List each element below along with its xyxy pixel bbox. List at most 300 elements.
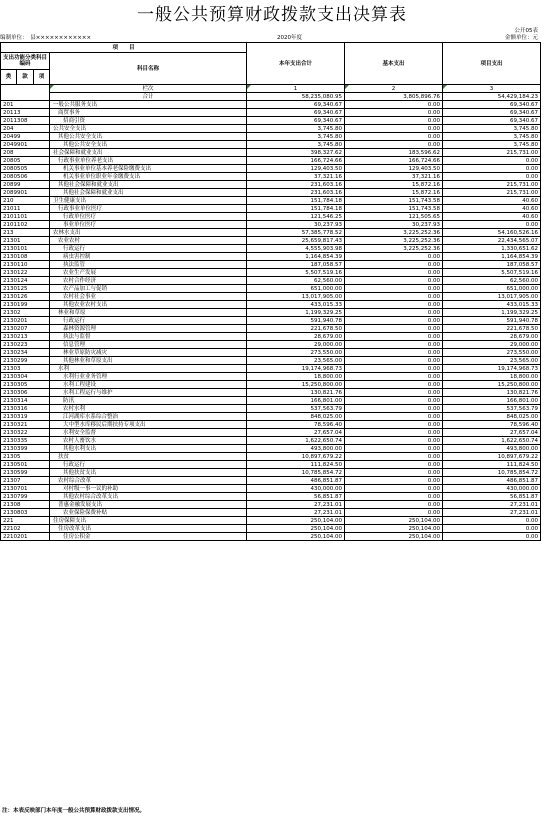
row-code: 2011308 [1, 117, 50, 125]
row-basic: 0.00 [345, 461, 443, 469]
row-code: 2130122 [1, 269, 50, 277]
table-row [1, 149, 541, 157]
row-project: 430,000.00 [443, 485, 541, 493]
row-basic: 0.00 [345, 493, 443, 501]
table-row [1, 501, 541, 509]
row-subject: 社会保障和就业支出 [50, 149, 247, 157]
row-total: 591,940.78 [247, 317, 345, 325]
row-subject: 农业生产发展 [50, 269, 247, 277]
table-row [1, 453, 541, 461]
row-subject: 其他林业和草原支出 [50, 357, 247, 365]
row-total: 848,025.00 [247, 413, 345, 421]
row-code: 20805 [1, 157, 50, 165]
row-subject: 农村合作经济 [50, 277, 247, 285]
row-code: 21301 [1, 237, 50, 245]
row-basic: 0.00 [345, 485, 443, 493]
table-row [1, 437, 541, 445]
row-total: 29,000.00 [247, 341, 345, 349]
row-total: 1,622,650.74 [247, 437, 345, 445]
row-basic: 0.00 [345, 445, 443, 453]
row-project: 215,731.00 [443, 149, 541, 157]
row-project: 27,231.01 [443, 509, 541, 517]
row-subject: 森林资源管理 [50, 325, 247, 333]
row-project: 62,560.00 [443, 277, 541, 285]
row-code: 2130299 [1, 357, 50, 365]
row-code: 2130125 [1, 285, 50, 293]
table-row [1, 421, 541, 429]
table-row [1, 381, 541, 389]
row-basic: 0.00 [345, 421, 443, 429]
row-subject: 卫生健康支出 [50, 197, 247, 205]
row-total: 130,821.76 [247, 389, 345, 397]
row-basic: 0.00 [345, 125, 443, 133]
table-row [1, 405, 541, 413]
sum-label: 合计 [50, 93, 247, 101]
row-project: 27,231.01 [443, 501, 541, 509]
row-subject: 林业和草原 [50, 309, 247, 317]
row-basic: 250,104.00 [345, 525, 443, 533]
row-code: 21308 [1, 501, 50, 509]
row-total: 69,340.67 [247, 101, 345, 109]
row-project: 215,731.00 [443, 181, 541, 189]
row-subject: 住房改革支出 [50, 525, 247, 533]
row-subject: 农林水支出 [50, 229, 247, 237]
table-row [1, 189, 541, 197]
header-kuan: 款 [17, 70, 34, 85]
row-code: 2130314 [1, 397, 50, 405]
row-subject: 其他社会保障和就业支出 [50, 181, 247, 189]
row-total: 1,164,854.39 [247, 253, 345, 261]
row-project: 537,563.79 [443, 405, 541, 413]
fiscal-year: 2020年度 [277, 35, 302, 41]
row-code: 2130316 [1, 405, 50, 413]
row-total: 430,000.00 [247, 485, 345, 493]
table-row [1, 117, 541, 125]
row-project: 0.00 [443, 221, 541, 229]
row-basic: 250,104.00 [345, 533, 443, 541]
row-code: 2130799 [1, 493, 50, 501]
table-row [1, 141, 541, 149]
row-basic: 250,104.00 [345, 517, 443, 525]
row-code: 2089901 [1, 189, 50, 197]
row-basic: 0.00 [345, 293, 443, 301]
row-total: 250,104.00 [247, 533, 345, 541]
row-project: 1,199,329.25 [443, 309, 541, 317]
header-xiang: 项 [34, 70, 50, 85]
row-subject: 江河湖库水系综合整治 [50, 413, 247, 421]
row-project: 40.60 [443, 197, 541, 205]
row-total: 69,340.67 [247, 117, 345, 125]
row-total: 28,679.00 [247, 333, 345, 341]
row-total: 27,231.01 [247, 501, 345, 509]
row-code: 2130101 [1, 245, 50, 253]
row-total: 166,724.66 [247, 157, 345, 165]
row-code: 2130803 [1, 509, 50, 517]
row-project: 0.00 [443, 525, 541, 533]
row-code: 213 [1, 229, 50, 237]
row-project: 215,731.00 [443, 189, 541, 197]
header-lei: 类 [1, 70, 17, 85]
row-project: 40.60 [443, 205, 541, 213]
table-row [1, 125, 541, 133]
row-basic: 151,743.58 [345, 197, 443, 205]
table-row [1, 237, 541, 245]
row-basic: 0.00 [345, 373, 443, 381]
row-basic: 0.00 [345, 469, 443, 477]
row-subject: 农业保险保费补贴 [50, 509, 247, 517]
table-row [1, 517, 541, 525]
col-number-3: 3 [443, 85, 541, 93]
table-row [1, 197, 541, 205]
row-total: 30,237.93 [247, 221, 345, 229]
row-project: 23,565.00 [443, 357, 541, 365]
row-basic: 15,872.16 [345, 189, 443, 197]
row-basic: 0.00 [345, 277, 443, 285]
row-project: 3,745.80 [443, 133, 541, 141]
row-project: 130,821.76 [443, 389, 541, 397]
row-basic: 0.00 [345, 405, 443, 413]
row-code: 2130501 [1, 461, 50, 469]
table-row [1, 397, 541, 405]
row-project: 69,340.67 [443, 101, 541, 109]
row-project: 591,940.78 [443, 317, 541, 325]
row-project: 15,250,800.00 [443, 381, 541, 389]
row-code: 2130207 [1, 325, 50, 333]
row-project: 18,800.00 [443, 373, 541, 381]
row-basic: 0.00 [345, 333, 443, 341]
row-basic: 0.00 [345, 453, 443, 461]
row-code: 21303 [1, 365, 50, 373]
row-total: 250,104.00 [247, 517, 345, 525]
row-total: 56,851.87 [247, 493, 345, 501]
row-total: 23,565.00 [247, 357, 345, 365]
row-subject: 其他社会保障和就业支出 [50, 189, 247, 197]
row-code: 2080506 [1, 173, 50, 181]
row-subject: 病虫害控制 [50, 253, 247, 261]
footnote: 注：本表反映部门本年度一般公共预算财政拨款支出情况。 [2, 808, 146, 814]
row-code: 204 [1, 125, 50, 133]
row-code: 210 [1, 197, 50, 205]
table-row [1, 181, 541, 189]
header-basic: 基本支出 [345, 43, 443, 85]
row-code: 208 [1, 149, 50, 157]
row-code: 20899 [1, 181, 50, 189]
form-number: 公开05表 [514, 28, 538, 34]
row-total: 151,784.18 [247, 197, 345, 205]
row-subject: 水利工程运行与维护 [50, 389, 247, 397]
row-subject: 其他水利支出 [50, 445, 247, 453]
table-row [1, 269, 541, 277]
row-code: 2130319 [1, 413, 50, 421]
table-row [1, 277, 541, 285]
row-project: 3,745.80 [443, 141, 541, 149]
table-row [1, 253, 541, 261]
row-basic: 0.00 [345, 341, 443, 349]
row-total: 486,851.87 [247, 477, 345, 485]
table-row [1, 205, 541, 213]
row-code: 2130399 [1, 445, 50, 453]
row-total: 57,385,778.52 [247, 229, 345, 237]
table-row [1, 349, 541, 357]
row-project: 13,017,905.00 [443, 293, 541, 301]
row-basic: 0.00 [345, 301, 443, 309]
row-basic: 30,237.93 [345, 221, 443, 229]
row-code: 2210201 [1, 533, 50, 541]
table-row [1, 301, 541, 309]
row-subject: 水利 [50, 365, 247, 373]
blank-cell [1, 85, 50, 101]
row-total: 1,199,329.25 [247, 309, 345, 317]
row-total: 27,657.04 [247, 429, 345, 437]
row-project: 27,657.04 [443, 429, 541, 437]
row-subject: 其他农村综合改革支出 [50, 493, 247, 501]
row-total: 273,550.00 [247, 349, 345, 357]
row-basic: 3,225,252.36 [345, 237, 443, 245]
table-row [1, 285, 541, 293]
money-unit: 金额单位：元 [504, 35, 538, 41]
row-subject: 行政运行 [50, 245, 247, 253]
row-total: 433,015.33 [247, 301, 345, 309]
table-row [1, 341, 541, 349]
row-total: 10,897,679.22 [247, 453, 345, 461]
col-number-2: 2 [345, 85, 443, 93]
row-basic: 0.00 [345, 101, 443, 109]
row-total: 10,785,854.72 [247, 469, 345, 477]
row-code: 21307 [1, 477, 50, 485]
row-subject: 招商引资 [50, 117, 247, 125]
row-basic: 0.00 [345, 261, 443, 269]
table-row [1, 533, 541, 541]
row-subject: 一般公共服务支出 [50, 101, 247, 109]
row-total: 151,784.18 [247, 205, 345, 213]
table-row [1, 365, 541, 373]
row-basic: 0.00 [345, 501, 443, 509]
row-subject: 农村水利 [50, 405, 247, 413]
row-basic: 0.00 [345, 357, 443, 365]
row-subject: 商贸事务 [50, 109, 247, 117]
table-row [1, 245, 541, 253]
row-project: 0.00 [443, 173, 541, 181]
row-basic: 0.00 [345, 349, 443, 357]
row-basic: 0.00 [345, 365, 443, 373]
row-subject: 农村综合改革 [50, 477, 247, 485]
row-basic: 166,724.66 [345, 157, 443, 165]
row-code: 2130306 [1, 389, 50, 397]
table-row [1, 309, 541, 317]
row-subject: 其他扶贫支出 [50, 469, 247, 477]
col-label: 栏次 [50, 85, 247, 93]
row-code: 201 [1, 101, 50, 109]
row-subject: 行政运行 [50, 461, 247, 469]
row-basic: 15,872.16 [345, 181, 443, 189]
row-total: 4,555,903.98 [247, 245, 345, 253]
row-total: 187,058.57 [247, 261, 345, 269]
row-basic: 0.00 [345, 389, 443, 397]
row-project: 166,801.00 [443, 397, 541, 405]
sum-total: 58,235,080.95 [247, 93, 345, 101]
row-basic: 0.00 [345, 429, 443, 437]
row-subject: 水利工程建设 [50, 381, 247, 389]
table-row [1, 445, 541, 453]
compiling-unit: 编制单位： 县×××××××××××× [0, 35, 92, 41]
row-total: 25,659,817.43 [247, 237, 345, 245]
row-basic: 0.00 [345, 141, 443, 149]
row-total: 493,800.00 [247, 445, 345, 453]
row-code: 2130223 [1, 341, 50, 349]
row-code: 21011 [1, 205, 50, 213]
row-project: 273,550.00 [443, 349, 541, 357]
row-project: 69,340.67 [443, 117, 541, 125]
row-project: 1,164,854.39 [443, 253, 541, 261]
expenditure-table [0, 42, 541, 541]
row-basic: 0.00 [345, 285, 443, 293]
row-total: 62,560.00 [247, 277, 345, 285]
row-subject: 行政单位医疗 [50, 213, 247, 221]
row-code: 2101102 [1, 221, 50, 229]
row-code: 2130199 [1, 301, 50, 309]
row-total: 78,596.40 [247, 421, 345, 429]
row-code: 2130321 [1, 421, 50, 429]
row-project: 78,596.40 [443, 421, 541, 429]
row-code: 2130335 [1, 437, 50, 445]
row-project: 56,851.87 [443, 493, 541, 501]
row-project: 40.60 [443, 213, 541, 221]
row-project: 433,015.33 [443, 301, 541, 309]
row-subject: 住房保障支出 [50, 517, 247, 525]
row-basic: 0.00 [345, 381, 443, 389]
row-subject: 其他公共安全支出 [50, 141, 247, 149]
table-row [1, 157, 541, 165]
row-total: 111,824.50 [247, 461, 345, 469]
table-row [1, 317, 541, 325]
sum-basic: 3,805,896.76 [345, 93, 443, 101]
row-project: 10,897,679.22 [443, 453, 541, 461]
row-subject: 行政事业单位养老支出 [50, 157, 247, 165]
row-total: 129,403.50 [247, 165, 345, 173]
row-code: 22102 [1, 525, 50, 533]
row-project: 29,000.00 [443, 341, 541, 349]
row-code: 2130701 [1, 485, 50, 493]
table-row [1, 221, 541, 229]
row-basic: 0.00 [345, 509, 443, 517]
row-project: 0.00 [443, 165, 541, 173]
row-subject: 防汛 [50, 397, 247, 405]
table-row [1, 469, 541, 477]
row-subject: 行政运行 [50, 317, 247, 325]
row-subject: 林业草原防灾减灾 [50, 349, 247, 357]
header-project-expense: 项目支出 [443, 43, 541, 85]
row-basic: 121,505.65 [345, 213, 443, 221]
row-subject: 大中型水库移民后期扶持专项支出 [50, 421, 247, 429]
row-subject: 水利行业业务管理 [50, 373, 247, 381]
row-project: 19,174,968.73 [443, 365, 541, 373]
row-code: 2130304 [1, 373, 50, 381]
row-subject: 执法监管 [50, 261, 247, 269]
table-row [1, 413, 541, 421]
header-total: 本年支出合计 [247, 43, 345, 85]
table-row [1, 261, 541, 269]
row-total: 18,800.00 [247, 373, 345, 381]
row-subject: 信息管理 [50, 341, 247, 349]
row-project: 221,678.50 [443, 325, 541, 333]
row-total: 5,507,519.16 [247, 269, 345, 277]
table-row [1, 325, 541, 333]
row-total: 221,678.50 [247, 325, 345, 333]
row-subject: 公共安全支出 [50, 125, 247, 133]
row-basic: 0.00 [345, 253, 443, 261]
table-row [1, 101, 541, 109]
row-subject: 机关事业单位职业年金缴费支出 [50, 173, 247, 181]
row-basic: 0.00 [345, 117, 443, 125]
row-project: 5,507,519.16 [443, 269, 541, 277]
row-code: 2080505 [1, 165, 50, 173]
row-project: 486,851.87 [443, 477, 541, 485]
table-row [1, 509, 541, 517]
row-subject: 执法与监督 [50, 333, 247, 341]
row-project: 54,160,526.16 [443, 229, 541, 237]
row-basic: 151,743.58 [345, 205, 443, 213]
table-row [1, 213, 541, 221]
table-row [1, 109, 541, 117]
row-project: 1,330,651.62 [443, 245, 541, 253]
row-code: 2130110 [1, 261, 50, 269]
row-basic: 0.00 [345, 109, 443, 117]
table-row [1, 293, 541, 301]
row-subject: 住房公积金 [50, 533, 247, 541]
row-project: 493,800.00 [443, 445, 541, 453]
report-title: 一般公共预算财政拨款支出决算表 [137, 5, 407, 25]
row-basic: 3,225,252.36 [345, 245, 443, 253]
row-basic: 129,403.50 [345, 165, 443, 173]
header-project: 项 目 [1, 43, 247, 53]
row-project: 0.00 [443, 533, 541, 541]
row-total: 37,321.16 [247, 173, 345, 181]
sum-project: 54,429,184.23 [443, 93, 541, 101]
row-total: 250,104.00 [247, 525, 345, 533]
row-basic: 183,596.62 [345, 149, 443, 157]
row-project: 848,025.00 [443, 413, 541, 421]
row-basic: 0.00 [345, 309, 443, 317]
row-code: 2130213 [1, 333, 50, 341]
header-subject-name: 科目名称 [50, 53, 247, 85]
row-code: 21302 [1, 309, 50, 317]
row-subject: 农村人畜饮水 [50, 437, 247, 445]
row-project: 0.00 [443, 517, 541, 525]
row-basic: 0.00 [345, 437, 443, 445]
row-project: 10,785,854.72 [443, 469, 541, 477]
row-code: 2049901 [1, 141, 50, 149]
table-row [1, 333, 541, 341]
row-total: 3,745.80 [247, 141, 345, 149]
row-total: 121,546.25 [247, 213, 345, 221]
row-basic: 0.00 [345, 133, 443, 141]
row-total: 69,340.67 [247, 109, 345, 117]
row-project: 111,824.50 [443, 461, 541, 469]
row-code: 20499 [1, 133, 50, 141]
col-number-1: 1 [247, 85, 345, 93]
row-code: 2130599 [1, 469, 50, 477]
row-total: 27,231.01 [247, 509, 345, 517]
row-subject: 扶贫 [50, 453, 247, 461]
row-basic: 0.00 [345, 477, 443, 485]
header-func-code: 支出功能分类科目编码 [1, 53, 50, 70]
table-row [1, 429, 541, 437]
row-code: 2130108 [1, 253, 50, 261]
table-row [1, 493, 541, 501]
row-basic: 0.00 [345, 397, 443, 405]
row-code: 2130124 [1, 277, 50, 285]
table-row [1, 461, 541, 469]
